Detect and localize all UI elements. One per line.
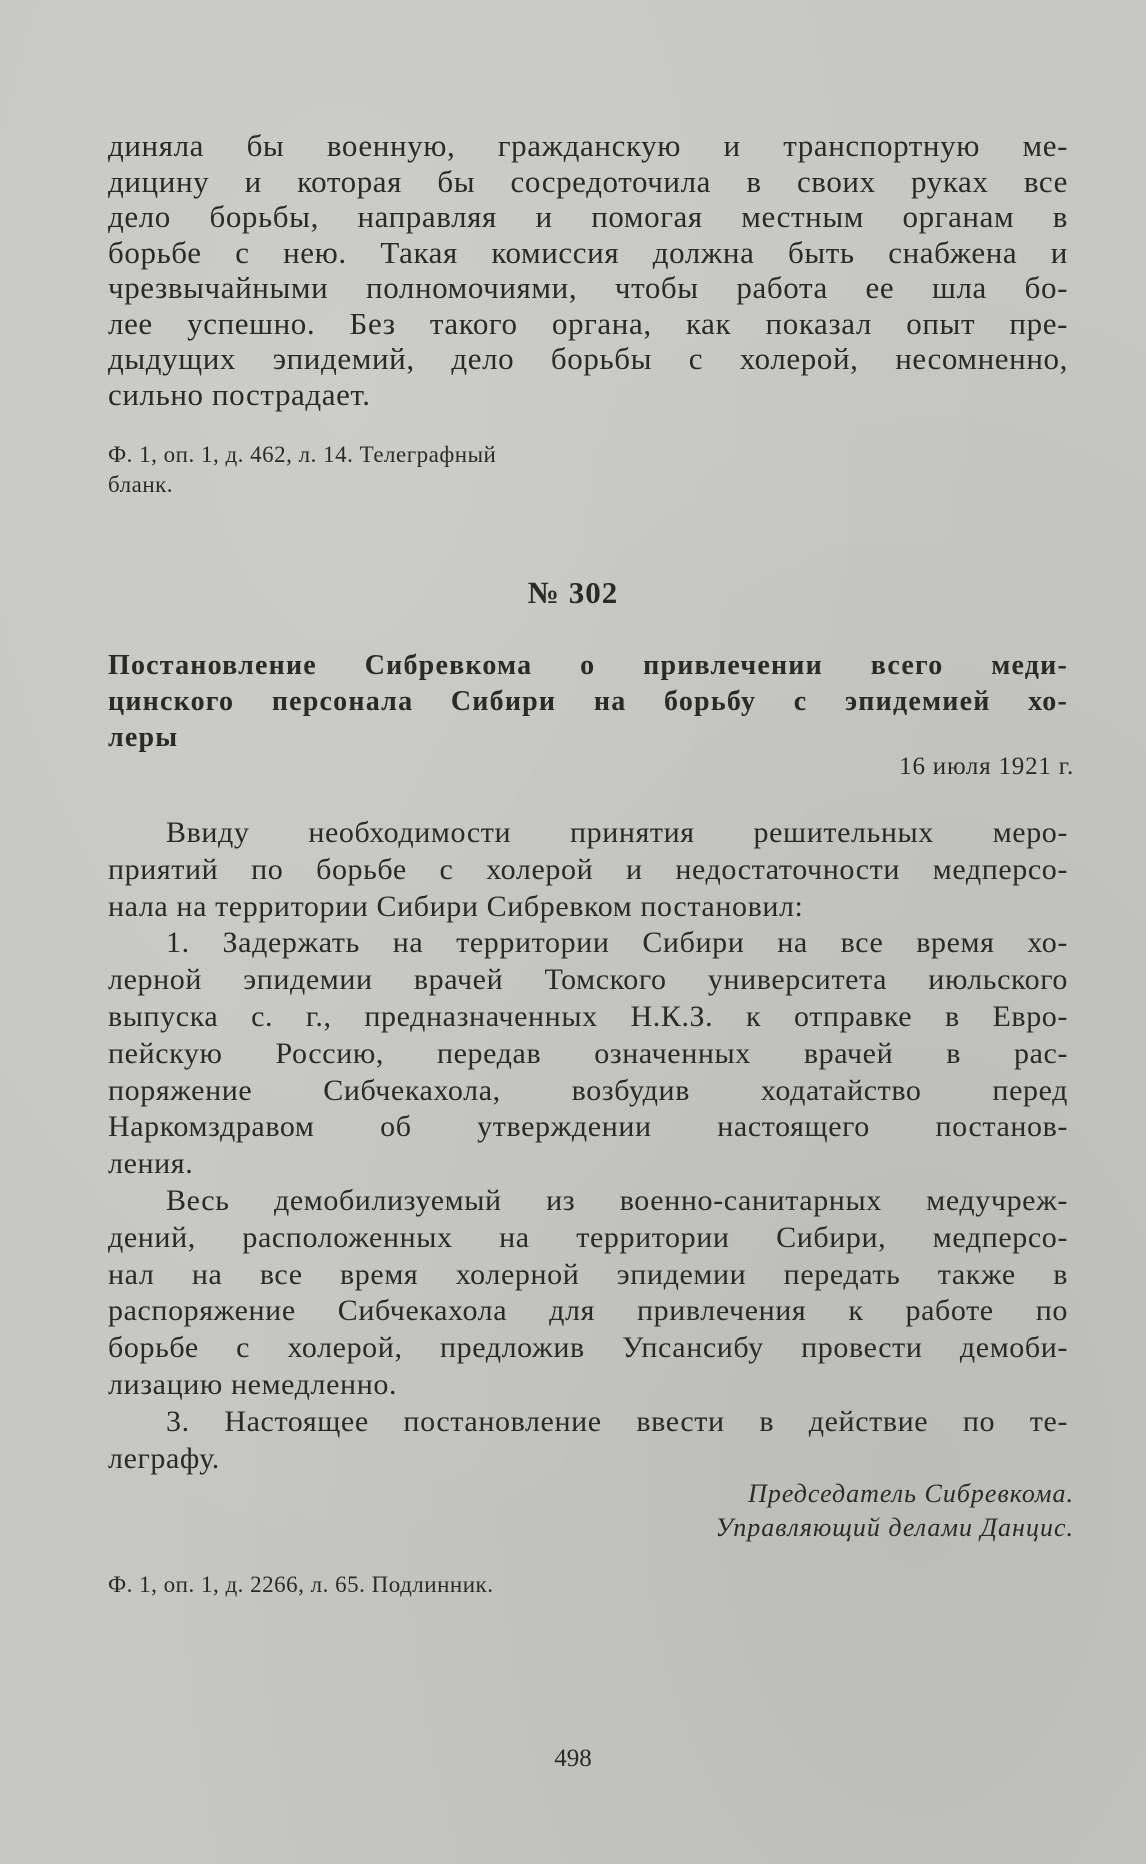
text-line: Наркомздравом об утверждении настоящего постанов- [108,1110,1068,1144]
text-line: чрезвычайными полномочиями, чтобы работа ее шла бо- [108,270,1068,305]
document-source: Ф. 1, оп. 1, д. 2266, л. 65. Подлинник. [108,1572,494,1597]
text-line: пейскую Россию, передав означенных врачей в рас- [108,1036,1068,1070]
text-line: Весь демобилизуемый из военно-санитарных медучреж- [166,1183,1068,1217]
text-line: 1. Задержать на территории Сибири на все время хо- [166,926,1068,960]
signature-chairman: Председатель Сибревкома. [748,1479,1074,1508]
text-line: дело борьбы, направляя и помогая местным органам в [108,199,1068,234]
text-line: Ввиду необходимости принятия решительных меро- [166,816,1068,849]
text-line: сильно пострадает. [108,376,371,412]
text-line: приятий по борьбе с холерой и недостаточности медперсо- [108,852,1068,886]
text-line: лее успешно. Без такого органа, как показал опыт пре- [108,305,1068,341]
document-date: 16 июля 1921 г. [899,753,1074,780]
text-line: выпуска с. г., предназначенных Н.К.З. к отправке в Евро- [108,999,1068,1033]
document-title [108,648,1068,756]
document-number: № 302 [527,575,619,610]
text-line: лизацию немедленно. [108,1367,398,1401]
previous-document-text [108,128,1068,412]
text-line: диняла бы военную, гражданскую и транспортную ме- [108,128,1068,163]
document-body [108,815,1068,1477]
text-line: дицину и которая бы сосредоточила в своих руках все [108,163,1068,199]
title-line: леры [108,722,179,753]
text-line: поряжение Сибчекахола, возбудив ходатайство перед [108,1073,1068,1107]
text-line: дений, расположенных на территории Сибири, медперсо- [108,1220,1068,1254]
text-line: леграфу. [108,1441,220,1475]
title-line: Постановление Сибревкома о привлечении всего меди- [108,650,1068,681]
text-line: ления. [108,1147,194,1181]
text-line: дыдущих эпидемий, дело борьбы с холерой, несомненно, [108,341,1068,376]
text-line: борьбе с нею. Такая комиссия должна быть снабжена и [108,234,1068,270]
previous-document-source [108,440,1068,500]
text-line: 3. Настоящее постановление ввести в действие по те- [166,1404,1068,1438]
text-line: распоряжение Сибчекахола для привлечения к работе по [108,1294,1068,1328]
page-number: 498 [554,1745,592,1772]
text-line: нала на территории Сибири Сибревком постановил: [108,889,804,923]
source-line: бланк. [108,472,174,497]
title-line: цинского персонала Сибири на борьбу с эпидемией хо- [108,686,1068,717]
text-line: борьбе с холерой, предложив Упсансибу провести демоби- [108,1331,1068,1365]
source-line: Ф. 1, оп. 1, д. 462, л. 14. Телеграфный [108,442,497,467]
signature-manager: Управляющий делами Данцис. [715,1513,1074,1542]
text-line: нал на все время холерной эпидемии передать также в [108,1257,1068,1291]
text-line: лерной эпидемии врачей Томского университета июльского [108,963,1068,997]
